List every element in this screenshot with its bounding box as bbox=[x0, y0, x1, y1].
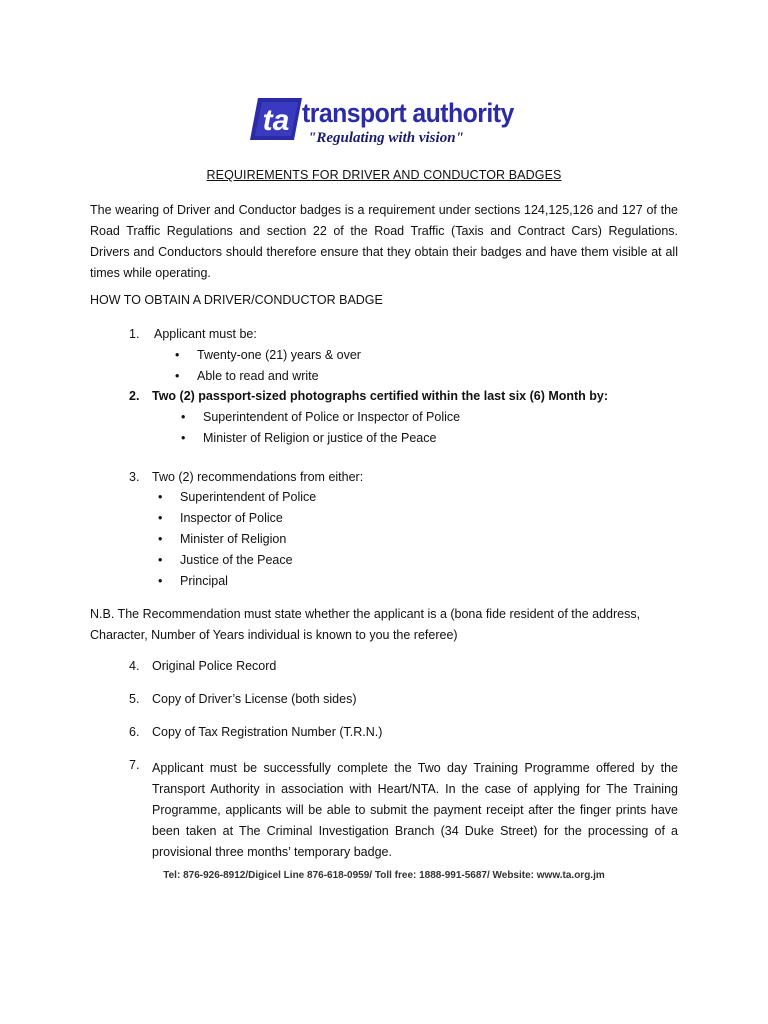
req7-text: Applicant must be successfully complete the Two day Training Programme offered by the Transport Authority in association with Heart/NTA. In the case of applying for The Training Programme, applicants will be able to submit the payment receipt after the finger prints have been taken at The Criminal Investigation Branch (34 Duke Street) for the processing of a provisional three months’ temporary badge. bbox=[152, 761, 678, 859]
req4-text: Original Police Record bbox=[152, 659, 277, 673]
req2-bullet-1: Superintendent of Police or Inspector of Police bbox=[203, 410, 461, 424]
req5-number: 5. bbox=[129, 692, 140, 706]
req1-bullet-1: Twenty-one (21) years & over bbox=[197, 348, 361, 362]
req1-number: 1. bbox=[129, 327, 140, 341]
bullet-icon: • bbox=[158, 511, 163, 525]
req2-bullet-2: Minister of Religion or justice of the Peace bbox=[203, 431, 437, 445]
req1-text: Applicant must be: bbox=[154, 327, 257, 341]
bullet-icon: • bbox=[175, 369, 180, 383]
bullet-icon: • bbox=[175, 348, 180, 362]
req3-text: Two (2) recommendations from either: bbox=[152, 470, 364, 484]
svg-text:ta: ta bbox=[262, 104, 290, 137]
req3-bullet-4: Justice of the Peace bbox=[180, 553, 293, 567]
req6-number: 6. bbox=[129, 725, 140, 739]
req7-number: 7. bbox=[129, 758, 140, 772]
bullet-icon: • bbox=[158, 574, 163, 588]
bullet-icon: • bbox=[158, 553, 163, 567]
req2-number: 2. bbox=[129, 389, 140, 403]
req3-bullet-5: Principal bbox=[180, 574, 228, 588]
bullet-icon: • bbox=[158, 532, 163, 546]
req4-number: 4. bbox=[129, 659, 140, 673]
req1-bullet-2: Able to read and write bbox=[197, 369, 319, 383]
bullet-icon: • bbox=[181, 431, 186, 445]
transport-authority-logo bbox=[248, 96, 514, 154]
req3-bullet-3: Minister of Religion bbox=[180, 532, 287, 546]
logo-name: transport authority bbox=[302, 98, 514, 128]
document-title: REQUIREMENTS FOR DRIVER AND CONDUCTOR BADGES bbox=[206, 168, 562, 182]
req3-bullet-1: Superintendent of Police bbox=[180, 490, 317, 504]
req3-number: 3. bbox=[129, 470, 140, 484]
nb-note: N.B. The Recommendation must state whether the applicant is a (bona fide resident of the address, Character, Number of Years individual is known to you the referee) bbox=[90, 607, 641, 642]
how-to-heading: HOW TO OBTAIN A DRIVER/CONDUCTOR BADGE bbox=[90, 293, 383, 307]
req5-text: Copy of Driver’s License (both sides) bbox=[152, 692, 357, 706]
bullet-icon: • bbox=[158, 490, 163, 504]
logo-tagline: "Regulating with vision" bbox=[308, 130, 464, 146]
req3-bullet-2: Inspector of Police bbox=[180, 511, 283, 525]
bullet-icon: • bbox=[181, 410, 186, 424]
intro-paragraph: The wearing of Driver and Conductor badges is a requirement under sections 124,125,126 and 127 of the Road Traffic Regulations and section 22 of the Road Traffic (Taxis and Contract Cars) Regulations. Drivers and Conductors should therefore ensure that they obtain their badges and have them visible at all times while operating. bbox=[90, 203, 678, 280]
req6-text: Copy of Tax Registration Number (T.R.N.) bbox=[152, 725, 383, 739]
contact-footer: Tel: 876-926-8912/Digicel Line 876-618-0959/ Toll free: 1888-991-5687/ Website: www.ta.org.jm bbox=[163, 870, 605, 881]
ta-logo-mark-icon bbox=[248, 96, 304, 142]
req2-text: Two (2) passport-sized photographs certified within the last six (6) Month by: bbox=[152, 389, 609, 403]
